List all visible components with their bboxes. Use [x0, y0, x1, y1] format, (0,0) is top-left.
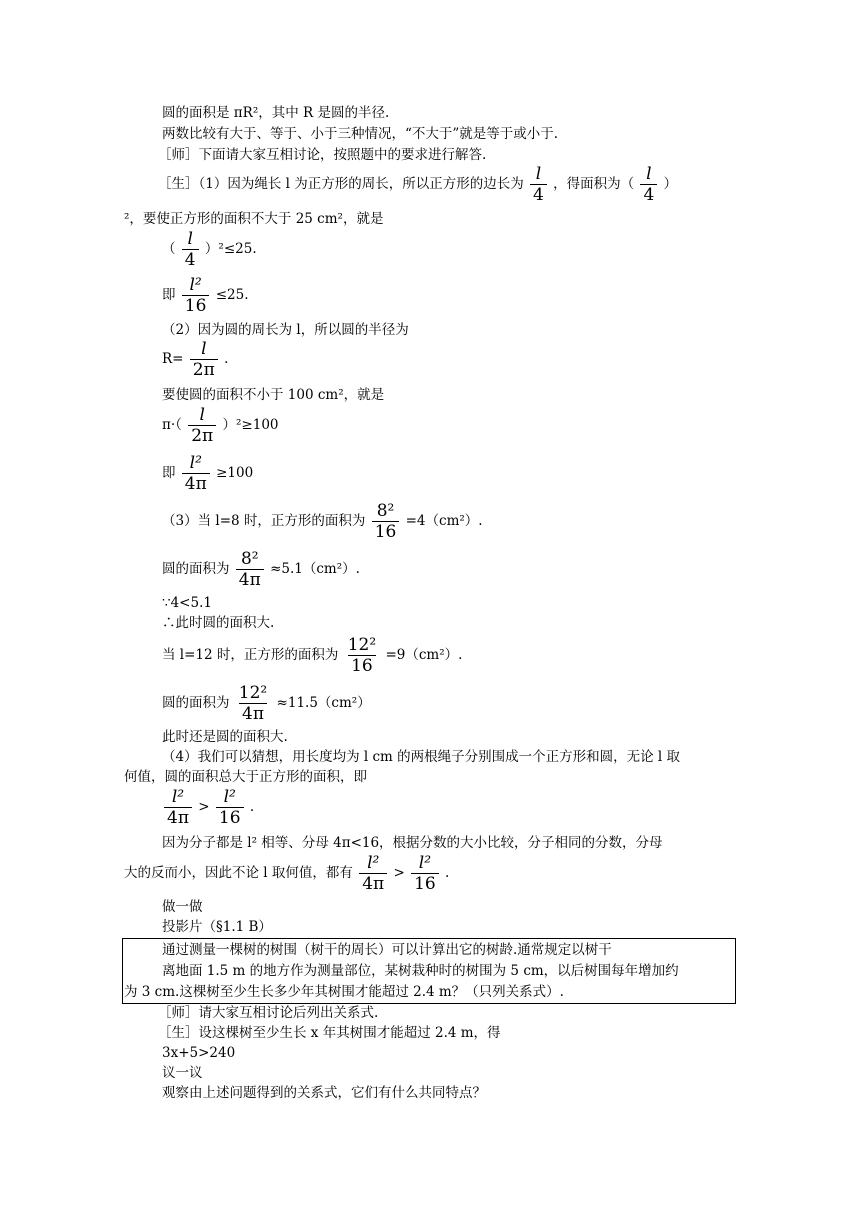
text-line — [162, 500, 483, 542]
fraction — [640, 164, 657, 205]
text-line: 两数比较有大于、等于、小于三种情况，“不大于”就是等于或小于. — [162, 126, 559, 142]
fraction-numerator: 12² — [347, 635, 377, 655]
text-line — [162, 452, 253, 494]
fraction-denominator: 4π — [236, 569, 264, 590]
text-line: ［师］请大家互相讨论后列出关系式. — [158, 1005, 379, 1021]
fraction — [345, 635, 379, 676]
text-line — [162, 338, 228, 380]
text-line — [162, 404, 279, 446]
text-line: 此时还是圆的面积大. — [162, 729, 288, 745]
fraction-numerator: l — [199, 405, 205, 425]
text-segment: ≤25. — [215, 287, 249, 303]
fraction-numerator: l — [187, 229, 193, 249]
fraction — [359, 853, 387, 894]
text-line: 观察由上述问题得到的关系式，它们有什么共同特点？ — [162, 1085, 486, 1101]
fraction-denominator: 4 — [182, 249, 199, 270]
text-segment: 即 — [162, 465, 176, 481]
text-segment: > — [393, 865, 405, 881]
fraction-denominator: 4 — [640, 184, 657, 205]
fraction-denominator: 16 — [348, 655, 376, 676]
text-line — [158, 163, 677, 205]
fraction-numerator — [186, 275, 204, 295]
fraction-numerator: l — [646, 164, 652, 184]
fraction-numerator: 8² — [240, 549, 259, 569]
text-segment: > — [198, 799, 210, 815]
fraction-numerator: l² — [367, 853, 380, 873]
text-line — [162, 548, 360, 590]
text-line — [162, 634, 462, 676]
fraction-denominator: 4 — [530, 184, 547, 205]
text-line: ∵4<5.1 — [162, 595, 212, 611]
text-segment: 当 l=12 时，正方形的面积为 — [162, 647, 339, 663]
fraction-numerator: l² — [223, 787, 236, 807]
text-line: 议一议 — [162, 1065, 203, 1081]
fraction — [188, 405, 216, 446]
text-line: ［生］设这棵树至少生长 x 年其树围才能超过 2.4 m，得 — [158, 1025, 501, 1041]
fraction-numerator: 8² — [376, 501, 395, 521]
fraction-denominator: 16 — [372, 521, 400, 542]
fraction — [164, 787, 192, 828]
text-segment: ≈11.5（cm²） — [276, 695, 371, 711]
text-segment: （3）当 l=8 时，正方形的面积为 — [162, 513, 366, 529]
text-line: （4）我们可以猜想，用长度均为 l cm 的两根绳子分别围成一个正方形和圆，无论 l 取 — [162, 749, 681, 765]
text-line: 圆的面积是 πR²，其中 R 是圆的半径. — [162, 105, 390, 121]
text-segment: 大的反而小，因此不论 l 取何值，都有 — [124, 865, 353, 881]
fraction-denominator: 16 — [411, 873, 439, 894]
text-segment: . — [224, 351, 229, 367]
fraction-numerator: l — [201, 339, 207, 359]
text-segment: 圆的面积为 — [162, 695, 230, 711]
text-segment: . — [445, 865, 450, 881]
text-segment: . — [249, 799, 255, 815]
fraction — [411, 853, 439, 894]
fraction-denominator: 4π — [239, 703, 267, 724]
text-segment: R= — [162, 351, 184, 367]
fraction-numerator: l² — [171, 787, 185, 807]
box-text-line: 为 3 cm.这棵树至少生长多少年其树围才能超过 2.4 m？（只列关系式）. — [124, 984, 564, 1000]
fraction — [530, 164, 547, 205]
box-text-line: 离地面 1.5 m 的地方作为测量部位，某树栽种时的树围为 5 cm，以后树围每年增加约 — [162, 963, 679, 979]
text-segment: ［生］（1）因为绳长 l 为正方形的周长，所以正方形的边长为 — [158, 176, 524, 192]
text-line — [162, 228, 257, 270]
text-line — [162, 786, 254, 828]
text-line: 何值，圆的面积总大于正方形的面积，即 — [124, 769, 367, 785]
fraction-denominator: 2π — [190, 359, 218, 380]
fraction-numerator: l — [535, 164, 542, 184]
text-line: 3x+5>240 — [162, 1045, 236, 1061]
fraction-denominator: 4π — [164, 807, 192, 828]
fraction — [182, 275, 210, 316]
text-segment: =4（cm²）. — [405, 513, 483, 529]
fraction — [190, 339, 218, 380]
text-line: 做一做 — [162, 899, 203, 915]
fraction-denominator: 16 — [216, 807, 244, 828]
fraction — [182, 229, 199, 270]
text-segment: ，得面积为（ — [553, 176, 635, 192]
text-line: 要使圆的面积不小于 100 cm²，就是 — [162, 387, 385, 403]
text-line — [162, 274, 249, 316]
text-segment: π·（ — [162, 417, 182, 433]
box-text-line: 通过测量一棵树的树围（树干的周长）可以计算出它的树龄.通常规定以树干 — [162, 942, 612, 958]
fraction-denominator: 4π — [182, 473, 210, 494]
text-line: ²，要使正方形的面积不大于 25 cm²，就是 — [124, 211, 384, 227]
text-line: ［师］下面请大家互相讨论，按照题中的要求进行解答. — [158, 147, 487, 163]
fraction — [216, 787, 244, 828]
text-line — [162, 682, 371, 724]
fraction-numerator: l² — [189, 453, 202, 473]
text-line: ∴此时圆的面积大. — [162, 615, 275, 631]
fraction-numerator-text: l² — [189, 275, 202, 295]
fraction — [236, 683, 270, 724]
text-line: （2）因为圆的周长为 l，所以圆的半径为 — [162, 322, 409, 338]
text-segment: ≈5.1（cm²）. — [270, 561, 360, 577]
text-line: 投影片（§1.1 B） — [162, 919, 272, 935]
fraction-denominator: 4π — [359, 873, 387, 894]
text-segment: =9（cm²）. — [385, 647, 463, 663]
fraction-numerator: 12² — [238, 683, 268, 703]
fraction-denominator: 2π — [188, 425, 216, 446]
text-line — [124, 852, 449, 894]
text-segment: ≥100 — [216, 465, 254, 481]
text-segment: ）²≥100 — [222, 417, 279, 433]
fraction-denominator: 16 — [182, 295, 210, 316]
fraction — [372, 501, 400, 542]
fraction — [236, 549, 264, 590]
text-segment: ）²≤25. — [204, 241, 257, 257]
text-segment: 圆的面积为 — [162, 561, 230, 577]
text-segment: （ — [162, 241, 176, 257]
fraction-numerator: l² — [418, 853, 432, 873]
text-segment: ） — [663, 176, 678, 192]
fraction — [182, 453, 210, 494]
text-segment: 即 — [162, 287, 176, 303]
text-line: 因为分子都是 l² 相等、分母 4π<16，根据分数的大小比较，分子相同的分数，分母 — [162, 835, 663, 851]
